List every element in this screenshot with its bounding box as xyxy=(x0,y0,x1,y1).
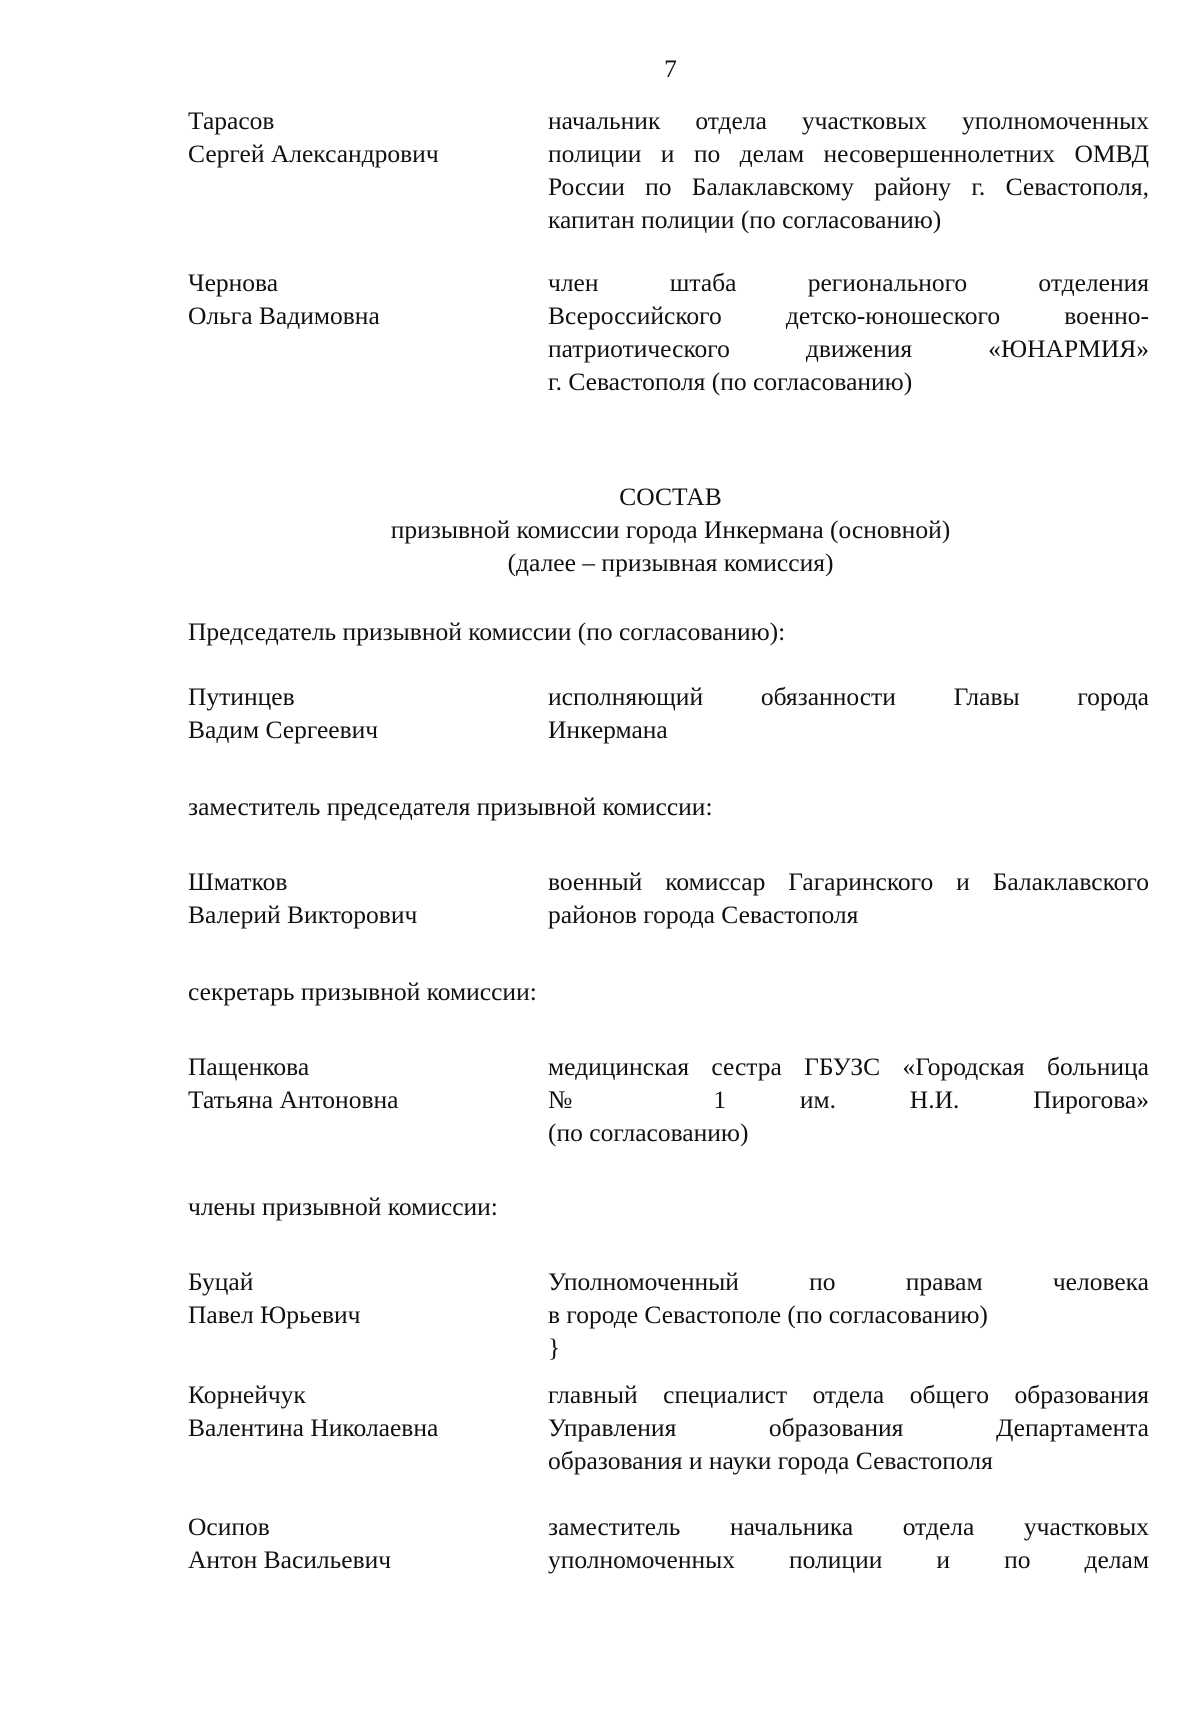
person-position: Уполномоченный по правам человека в городе Севастополе (по согласованию) } xyxy=(548,1267,1149,1362)
person-name xyxy=(188,266,528,332)
person-position xyxy=(548,266,1149,398)
position-line: Уполномоченный по правам человека xyxy=(548,1267,1149,1296)
role-secretary: секретарь призывной комиссии: xyxy=(188,977,537,1006)
surname: Путинцев xyxy=(188,682,295,711)
person-position xyxy=(548,680,1149,746)
page-number: 7 xyxy=(664,54,677,83)
position-line: Всероссийского детско-юношеского военно- xyxy=(548,301,1149,330)
position-line: Инкермана xyxy=(548,715,668,744)
role-deputy: заместитель председателя призывной комиссии: xyxy=(188,792,713,821)
given-names: Татьяна Антоновна xyxy=(188,1085,399,1114)
person-name xyxy=(188,104,528,170)
person-name xyxy=(188,1378,528,1444)
position-line: России по Балаклавскому району г. Севастополя, xyxy=(548,172,1149,201)
position-line: патриотического движения «ЮНАРМИЯ» xyxy=(548,334,1149,363)
heading-title: СОСТАВ xyxy=(619,482,722,511)
given-names: Антон Васильевич xyxy=(188,1545,392,1574)
position-line: медицинская сестра ГБУЗС «Городская больница xyxy=(548,1052,1149,1081)
person-position xyxy=(548,1050,1149,1149)
person-position xyxy=(548,104,1149,236)
surname: Пащенкова xyxy=(188,1052,310,1081)
section-heading xyxy=(0,480,1200,579)
person-name xyxy=(188,1510,528,1576)
position-line: уполномоченных полиции и по делам xyxy=(548,1545,1149,1574)
surname: Тарасов xyxy=(188,106,275,135)
surname: Корнейчук xyxy=(188,1380,306,1409)
position-line: № 1 им. Н.И. Пирогова» xyxy=(548,1085,1149,1114)
surname: Шматков xyxy=(188,867,288,896)
person-name xyxy=(188,1265,528,1331)
position-line: полиции и по делам несовершеннолетних ОМВД xyxy=(548,139,1149,168)
given-names: Валерий Викторович xyxy=(188,900,418,929)
position-line: исполняющий обязанности Главы города xyxy=(548,682,1149,711)
given-names: Сергей Александрович xyxy=(188,139,439,168)
person-name xyxy=(188,680,528,746)
role-chairman: Председатель призывной комиссии (по согласованию): xyxy=(188,617,786,646)
role-members: члены призывной комиссии: xyxy=(188,1192,498,1221)
given-names: Павел Юрьевич xyxy=(188,1300,361,1329)
position-line: начальник отдела участковых уполномоченных xyxy=(548,106,1149,135)
given-names: Вадим Сергеевич xyxy=(188,715,379,744)
position-line: капитан полиции (по согласованию) xyxy=(548,205,942,234)
given-names: Ольга Вадимовна xyxy=(188,301,380,330)
position-line: г. Севастополя (по согласованию) xyxy=(548,367,913,396)
surname: Чернова xyxy=(188,268,279,297)
position-line: в городе Севастополе (по согласованию) xyxy=(548,1300,988,1329)
position-line: районов города Севастополя xyxy=(548,900,859,929)
given-names: Валентина Николаевна xyxy=(188,1413,439,1442)
position-line: военный комиссар Гагаринского и Балаклавского xyxy=(548,867,1149,896)
position-line: образования и науки города Севастополя xyxy=(548,1446,993,1475)
position-line: главный специалист отдела общего образования xyxy=(548,1380,1149,1409)
person-position xyxy=(548,1378,1149,1477)
person-name xyxy=(188,1050,528,1116)
heading-subtitle: призывной комиссии города Инкермана (основной) xyxy=(390,515,951,544)
position-line: член штаба регионального отделения xyxy=(548,268,1149,297)
position-line: заместитель начальника отдела участковых xyxy=(548,1512,1149,1541)
person-position xyxy=(548,865,1149,931)
position-line: (по согласованию) xyxy=(548,1118,749,1147)
person-position xyxy=(548,1510,1149,1576)
position-line: Управления образования Департамента xyxy=(548,1413,1149,1442)
surname: Буцай xyxy=(188,1267,254,1296)
person-name xyxy=(188,865,528,931)
surname: Осипов xyxy=(188,1512,270,1541)
heading-note: (далее – призывная комиссия) xyxy=(507,548,834,577)
